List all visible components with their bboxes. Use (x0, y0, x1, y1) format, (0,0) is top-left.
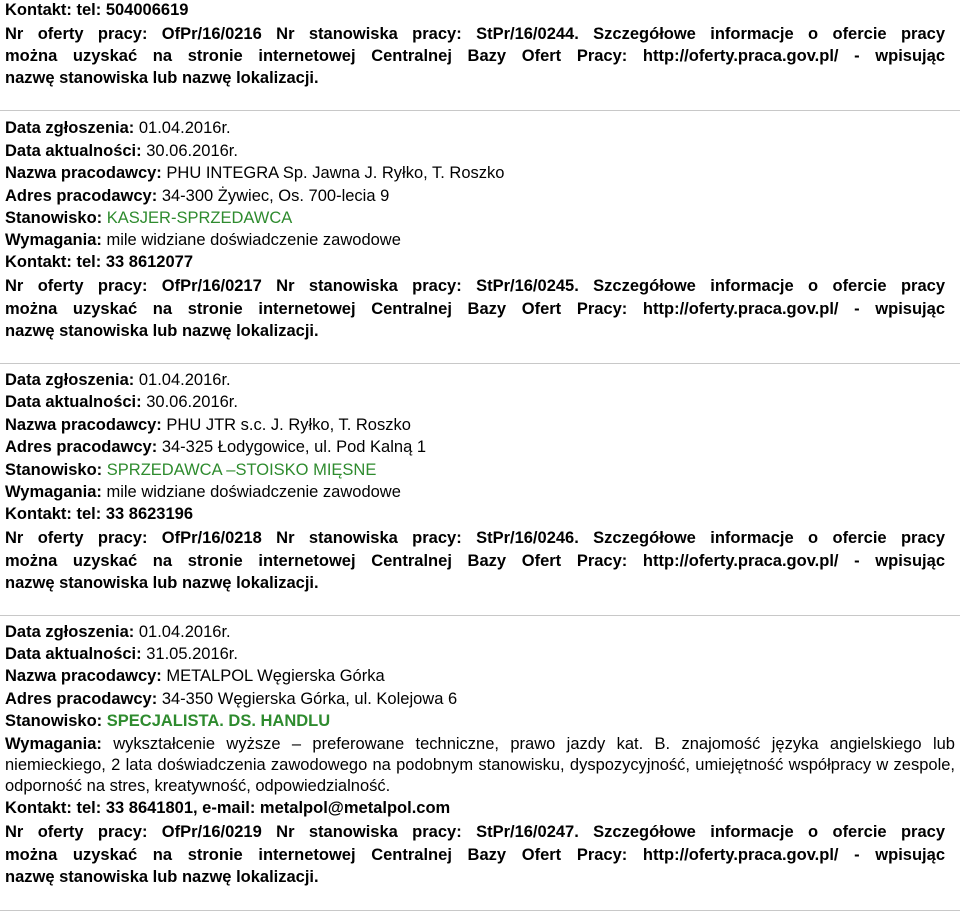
offer-line-3: nazwę stanowiska lub nazwę lokalizacji. (5, 574, 319, 592)
employer-address: Adres pracodawcy: 34-325 Łodygowice, ul. Pod Kalną 1 (5, 438, 427, 456)
contact: Kontakt: tel: 33 8641801, e-mail: metalpol@metalpol.com (5, 799, 451, 817)
date-submitted: Data zgłoszenia: 01.04.2016r. (5, 623, 231, 641)
date-updated: Data aktualności: 30.06.2016r. (5, 393, 238, 411)
offer-line-2: można uzyskać na stronie internetowej Centralnej Bazy Ofert Pracy: http://oferty.praca.gov.pl/ - wpisując (5, 552, 945, 570)
requirements: Wymagania: mile widziane doświadczenie zawodowe (5, 231, 401, 249)
top-offer-line-1: Nr oferty pracy: OfPr/16/0216 Nr stanowiska pracy: StPr/16/0244. Szczegółowe informacje o ofercie pracy (5, 25, 945, 43)
position-title: SPRZEDAWCA –STOISKO MIĘSNE (106, 461, 377, 479)
employer-address: Adres pracodawcy: 34-350 Węgierska Górka, ul. Kolejowa 6 (5, 690, 458, 708)
offer-line-3: nazwę stanowiska lub nazwę lokalizacji. (5, 868, 319, 886)
offer-line-2: można uzyskać na stronie internetowej Centralnej Bazy Ofert Pracy: http://oferty.praca.gov.pl/ - wpisując (5, 300, 945, 318)
position-title: SPECJALISTA. DS. HANDLU (106, 712, 331, 730)
top-offer-line-2: można uzyskać na stronie internetowej Centralnej Bazy Ofert Pracy: http://oferty.praca.gov.pl/ - wpisując (5, 47, 945, 65)
divider (0, 910, 960, 911)
position: Stanowisko: KASJER-SPRZEDAWCA (5, 209, 293, 227)
top-contact: Kontakt: tel: 504006619 (5, 1, 189, 19)
contact: Kontakt: tel: 33 8612077 (5, 253, 194, 271)
date-submitted: Data zgłoszenia: 01.04.2016r. (5, 119, 231, 137)
date-updated: Data aktualności: 30.06.2016r. (5, 142, 238, 160)
offer-line-1: Nr oferty pracy: OfPr/16/0219 Nr stanowiska pracy: StPr/16/0247. Szczegółowe informacje o ofercie pracy (5, 823, 945, 841)
top-offer-line-3: nazwę stanowiska lub nazwę lokalizacji. (5, 69, 319, 87)
employer-name: Nazwa pracodawcy: PHU JTR s.c. J. Ryłko, T. Roszko (5, 416, 411, 434)
requirements: Wymagania: mile widziane doświadczenie zawodowe (5, 483, 401, 501)
divider (0, 363, 960, 364)
divider (0, 110, 960, 111)
employer-name: Nazwa pracodawcy: METALPOL Węgierska Górka (5, 667, 385, 685)
position: Stanowisko: SPECJALISTA. DS. HANDLU (5, 712, 331, 730)
offer-line-3: nazwę stanowiska lub nazwę lokalizacji. (5, 322, 319, 340)
position: Stanowisko: SPRZEDAWCA –STOISKO MIĘSNE (5, 461, 377, 479)
contact: Kontakt: tel: 33 8623196 (5, 505, 194, 523)
requirements: Wymagania: wykształcenie wyższe – preferowane techniczne, prawo jazdy kat. B. znajomość języka angielskiego lub niemieckiego, 2 lata doświadczenia zawodowego na podobnym stanowisku, dyspozycyjność, umiejętność współpracy w zespole, odporność na stres, kreatywność, odpowiedzialność. (5, 735, 955, 795)
employer-address: Adres pracodawcy: 34-300 Żywiec, Os. 700-lecia 9 (5, 187, 390, 205)
divider (0, 615, 960, 616)
offer-line-2: można uzyskać na stronie internetowej Centralnej Bazy Ofert Pracy: http://oferty.praca.gov.pl/ - wpisując (5, 846, 945, 864)
offer-line-1: Nr oferty pracy: OfPr/16/0217 Nr stanowiska pracy: StPr/16/0245. Szczegółowe informacje o ofercie pracy (5, 277, 945, 295)
position-title: KASJER-SPRZEDAWCA (106, 209, 293, 227)
date-updated: Data aktualności: 31.05.2016r. (5, 645, 238, 663)
employer-name: Nazwa pracodawcy: PHU INTEGRA Sp. Jawna J. Ryłko, T. Roszko (5, 164, 505, 182)
offer-line-1: Nr oferty pracy: OfPr/16/0218 Nr stanowiska pracy: StPr/16/0246. Szczegółowe informacje o ofercie pracy (5, 529, 945, 547)
date-submitted: Data zgłoszenia: 01.04.2016r. (5, 371, 231, 389)
